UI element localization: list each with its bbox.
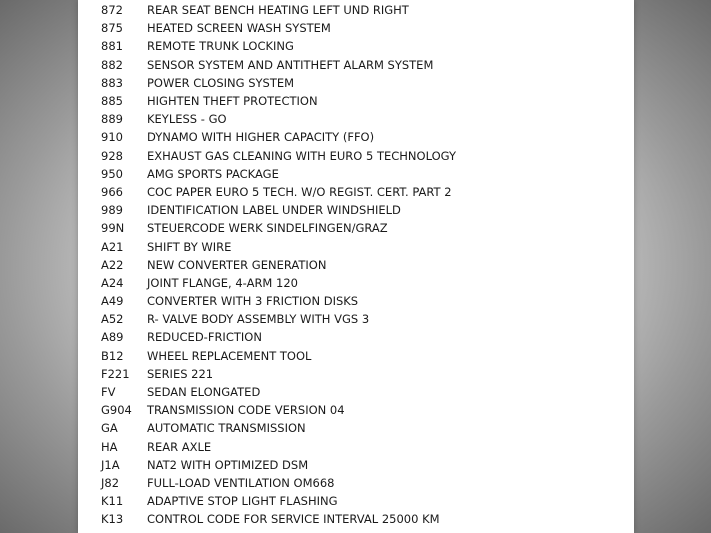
option-description: SEDAN ELONGATED — [147, 385, 261, 400]
list-item — [101, 456, 456, 474]
option-description: REMOTE TRUNK LOCKING — [147, 39, 294, 54]
list-item — [101, 201, 456, 219]
option-description: WHEEL REPLACEMENT TOOL — [147, 348, 312, 363]
list-item — [101, 256, 456, 274]
option-description: ADAPTIVE STOP LIGHT FLASHING — [147, 494, 338, 509]
option-code: F221 — [101, 366, 130, 381]
option-description: NEW CONVERTER GENERATION — [147, 257, 327, 272]
list-item — [101, 365, 456, 383]
list-item — [101, 92, 456, 110]
option-code: 99N — [101, 221, 125, 236]
list-item — [101, 401, 456, 419]
option-description: REAR SEAT BENCH HEATING LEFT UND RIGHT — [147, 3, 409, 18]
option-code: HA — [101, 439, 118, 454]
option-code: A49 — [101, 294, 124, 309]
option-code: 966 — [101, 184, 123, 199]
list-item — [101, 128, 456, 146]
option-code-list — [101, 1, 456, 528]
option-code: A24 — [101, 275, 124, 290]
list-item — [101, 19, 456, 37]
option-description: COC PAPER EURO 5 TECH. W/O REGIST. CERT. PART 2 — [147, 184, 452, 199]
list-item — [101, 510, 456, 528]
list-item — [101, 274, 456, 292]
list-item — [101, 310, 456, 328]
option-description: HIGHTEN THEFT PROTECTION — [147, 94, 318, 109]
list-item — [101, 1, 456, 19]
list-item — [101, 492, 456, 510]
option-code: G904 — [101, 403, 132, 418]
option-code: A22 — [101, 257, 124, 272]
option-description: REDUCED-FRICTION — [147, 330, 262, 345]
option-code: B12 — [101, 348, 124, 363]
option-description: AMG SPORTS PACKAGE — [147, 166, 279, 181]
option-description: REAR AXLE — [147, 439, 212, 454]
option-code: 882 — [101, 57, 123, 72]
list-item — [101, 147, 456, 165]
option-description: KEYLESS - GO — [147, 112, 227, 127]
option-code: J82 — [101, 475, 120, 490]
option-description: DYNAMO WITH HIGHER CAPACITY (FFO) — [147, 130, 375, 145]
option-code: 889 — [101, 112, 123, 127]
list-item — [101, 110, 456, 128]
option-description: POWER CLOSING SYSTEM — [147, 75, 295, 90]
option-description: NAT2 WITH OPTIMIZED DSM — [147, 457, 309, 472]
option-description: STEUERCODE WERK SINDELFINGEN/GRAZ — [147, 221, 388, 236]
list-item — [101, 165, 456, 183]
option-code: 872 — [101, 3, 123, 18]
option-code: J1A — [101, 457, 120, 472]
list-item — [101, 292, 456, 310]
option-code: GA — [101, 421, 118, 436]
option-code: K11 — [101, 494, 124, 509]
option-code: 885 — [101, 94, 123, 109]
option-code: 910 — [101, 130, 123, 145]
list-item — [101, 328, 456, 346]
option-description: IDENTIFICATION LABEL UNDER WINDSHIELD — [147, 203, 401, 218]
list-item — [101, 438, 456, 456]
option-code: K13 — [101, 512, 124, 527]
option-description: SHIFT BY WIRE — [147, 239, 232, 254]
option-code: A21 — [101, 239, 124, 254]
list-item — [101, 383, 456, 401]
option-code: FV — [101, 385, 116, 400]
option-description: JOINT FLANGE, 4-ARM 120 — [147, 275, 298, 290]
list-item — [101, 237, 456, 255]
list-item — [101, 219, 456, 237]
list-item — [101, 474, 456, 492]
option-code: A52 — [101, 312, 124, 327]
option-description: HEATED SCREEN WASH SYSTEM — [147, 21, 331, 36]
option-code: A89 — [101, 330, 124, 345]
option-description: CONVERTER WITH 3 FRICTION DISKS — [147, 294, 359, 309]
option-code: 875 — [101, 21, 123, 36]
option-description: CONTROL CODE FOR SERVICE INTERVAL 25000 KM — [147, 512, 440, 527]
option-code: 883 — [101, 75, 123, 90]
list-item — [101, 56, 456, 74]
option-description: EXHAUST GAS CLEANING WITH EURO 5 TECHNOLOGY — [147, 148, 457, 163]
option-description: SERIES 221 — [147, 366, 214, 381]
list-item — [101, 347, 456, 365]
list-item — [101, 74, 456, 92]
list-item — [101, 419, 456, 437]
option-description: R- VALVE BODY ASSEMBLY WITH VGS 3 — [147, 312, 370, 327]
option-description: FULL-LOAD VENTILATION OM668 — [147, 475, 335, 490]
option-code: 950 — [101, 166, 123, 181]
option-description: SENSOR SYSTEM AND ANTITHEFT ALARM SYSTEM — [147, 57, 434, 72]
option-code: 989 — [101, 203, 123, 218]
option-code: 881 — [101, 39, 123, 54]
list-item — [101, 37, 456, 55]
list-item — [101, 183, 456, 201]
option-description: TRANSMISSION CODE VERSION 04 — [147, 403, 345, 418]
option-description: AUTOMATIC TRANSMISSION — [147, 421, 306, 436]
option-code: 928 — [101, 148, 123, 163]
